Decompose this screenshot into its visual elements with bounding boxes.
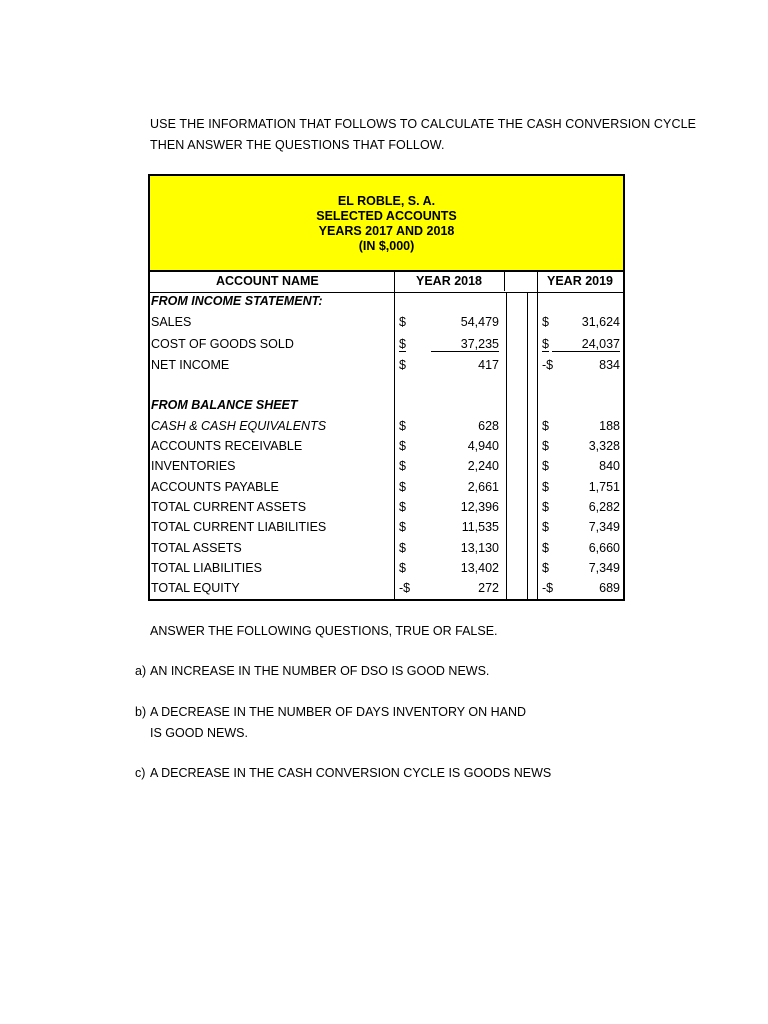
account-name: FROM INCOME STATEMENT: (151, 294, 323, 308)
value-2018: 54,479 (460, 315, 499, 329)
account-name: SALES (151, 315, 192, 329)
questions-intro: ANSWER THE FOLLOWING QUESTIONS, TRUE OR FALSE. (150, 624, 498, 638)
account-name: FROM BALANCE SHEET (151, 398, 298, 412)
currency-symbol: $ (542, 561, 549, 575)
value-2018: 628 (478, 419, 499, 433)
table-row (150, 518, 623, 538)
currency-symbol: $ (542, 459, 549, 473)
table-row (150, 313, 623, 333)
value-2019: 31,624 (581, 315, 620, 329)
account-name: TOTAL CURRENT LIABILITIES (151, 520, 327, 534)
value-2018: 13,130 (460, 541, 499, 555)
column-header-row (150, 272, 623, 293)
currency-symbol: $ (542, 439, 549, 453)
table-row (150, 356, 623, 376)
currency-symbol: $ (399, 358, 406, 372)
currency-symbol: $ (399, 419, 406, 433)
currency-symbol: $ (399, 315, 406, 329)
account-name: TOTAL EQUITY (151, 581, 240, 595)
currency-symbol: -$ (542, 581, 554, 595)
value-2019: 188 (599, 419, 620, 433)
value-2019: 7,349 (588, 561, 620, 575)
currency-symbol: $ (542, 337, 549, 351)
question-a-text: AN INCREASE IN THE NUMBER OF DSO IS GOOD NEWS. (150, 664, 490, 678)
value-2018: 2,240 (467, 459, 499, 473)
value-2019: 689 (599, 581, 620, 595)
table-years: YEARS 2017 AND 2018 (318, 224, 455, 238)
value-2018: 12,396 (460, 500, 499, 514)
table-row (150, 579, 623, 599)
account-name: TOTAL ASSETS (151, 541, 242, 555)
intro-line-2: THEN ANSWER THE QUESTIONS THAT FOLLOW. (150, 138, 445, 152)
account-name: NET INCOME (151, 358, 230, 372)
column-year-2018: YEAR 2018 (416, 274, 483, 288)
divider (504, 270, 505, 291)
question-c-text: A DECREASE IN THE CASH CONVERSION CYCLE IS GOODS NEWS (150, 766, 552, 780)
currency-symbol: $ (399, 520, 406, 534)
currency-symbol: $ (542, 500, 549, 514)
currency-symbol: $ (399, 337, 406, 351)
account-name: TOTAL LIABILITIES (151, 561, 262, 575)
currency-symbol: $ (399, 480, 406, 494)
value-2018: 272 (478, 581, 499, 595)
balance-section-heading (150, 396, 623, 416)
currency-symbol: -$ (542, 358, 554, 372)
value-2019: 6,282 (588, 500, 620, 514)
value-2018: 37,235 (431, 337, 499, 352)
value-2018: 11,535 (461, 520, 499, 534)
currency-symbol: $ (399, 541, 406, 555)
value-2019: 6,660 (588, 541, 620, 555)
value-2019: 834 (599, 358, 620, 372)
currency-symbol: $ (399, 459, 406, 473)
currency-symbol: $ (542, 541, 549, 555)
question-a-label: a) (135, 664, 147, 678)
value-2018: 4,940 (467, 439, 499, 453)
value-2019: 1,751 (588, 480, 620, 494)
question-c-label: c) (135, 766, 146, 780)
column-account-name: ACCOUNT NAME (216, 274, 319, 288)
table-row (150, 335, 623, 355)
currency-symbol: $ (542, 520, 549, 534)
value-2019: 840 (599, 459, 620, 473)
table-row (150, 559, 623, 579)
income-section-heading (150, 292, 623, 312)
table-row (150, 478, 623, 498)
currency-symbol: $ (399, 561, 406, 575)
table-row (150, 457, 623, 477)
company-name: EL ROBLE, S. A. (337, 194, 436, 208)
column-year-2019: YEAR 2019 (547, 274, 614, 288)
question-b-label: b) (135, 705, 147, 719)
currency-symbol: $ (399, 439, 406, 453)
table-row (150, 539, 623, 559)
table-row (150, 417, 623, 437)
account-name: TOTAL CURRENT ASSETS (151, 500, 307, 514)
account-name: ACCOUNTS PAYABLE (151, 480, 279, 494)
account-name: COST OF GOODS SOLD (151, 337, 294, 351)
table-row (150, 498, 623, 518)
value-2019: 3,328 (588, 439, 620, 453)
question-b-text-continued: IS GOOD NEWS. (150, 726, 248, 740)
currency-symbol: -$ (399, 581, 411, 595)
currency-symbol: $ (542, 480, 549, 494)
account-name: ACCOUNTS RECEIVABLE (151, 439, 303, 453)
currency-symbol: $ (399, 500, 406, 514)
accounts-table (148, 174, 625, 601)
currency-symbol: $ (542, 315, 549, 329)
account-name: INVENTORIES (151, 459, 236, 473)
value-2018: 13,402 (460, 561, 499, 575)
table-subtitle: SELECTED ACCOUNTS (316, 209, 457, 223)
table-units: (IN $,000) (358, 239, 415, 253)
value-2018: 2,661 (467, 480, 499, 494)
currency-symbol: $ (542, 419, 549, 433)
table-row (150, 437, 623, 457)
value-2019: 7,349 (588, 520, 620, 534)
value-2018: 417 (478, 358, 499, 372)
table-header (150, 176, 623, 272)
question-b-text: A DECREASE IN THE NUMBER OF DAYS INVENTORY ON HAND (150, 705, 527, 719)
account-name: CASH & CASH EQUIVALENTS (151, 419, 327, 433)
value-2019: 24,037 (552, 337, 620, 352)
intro-line-1: USE THE INFORMATION THAT FOLLOWS TO CALCULATE THE CASH CONVERSION CYCLE (150, 117, 697, 131)
